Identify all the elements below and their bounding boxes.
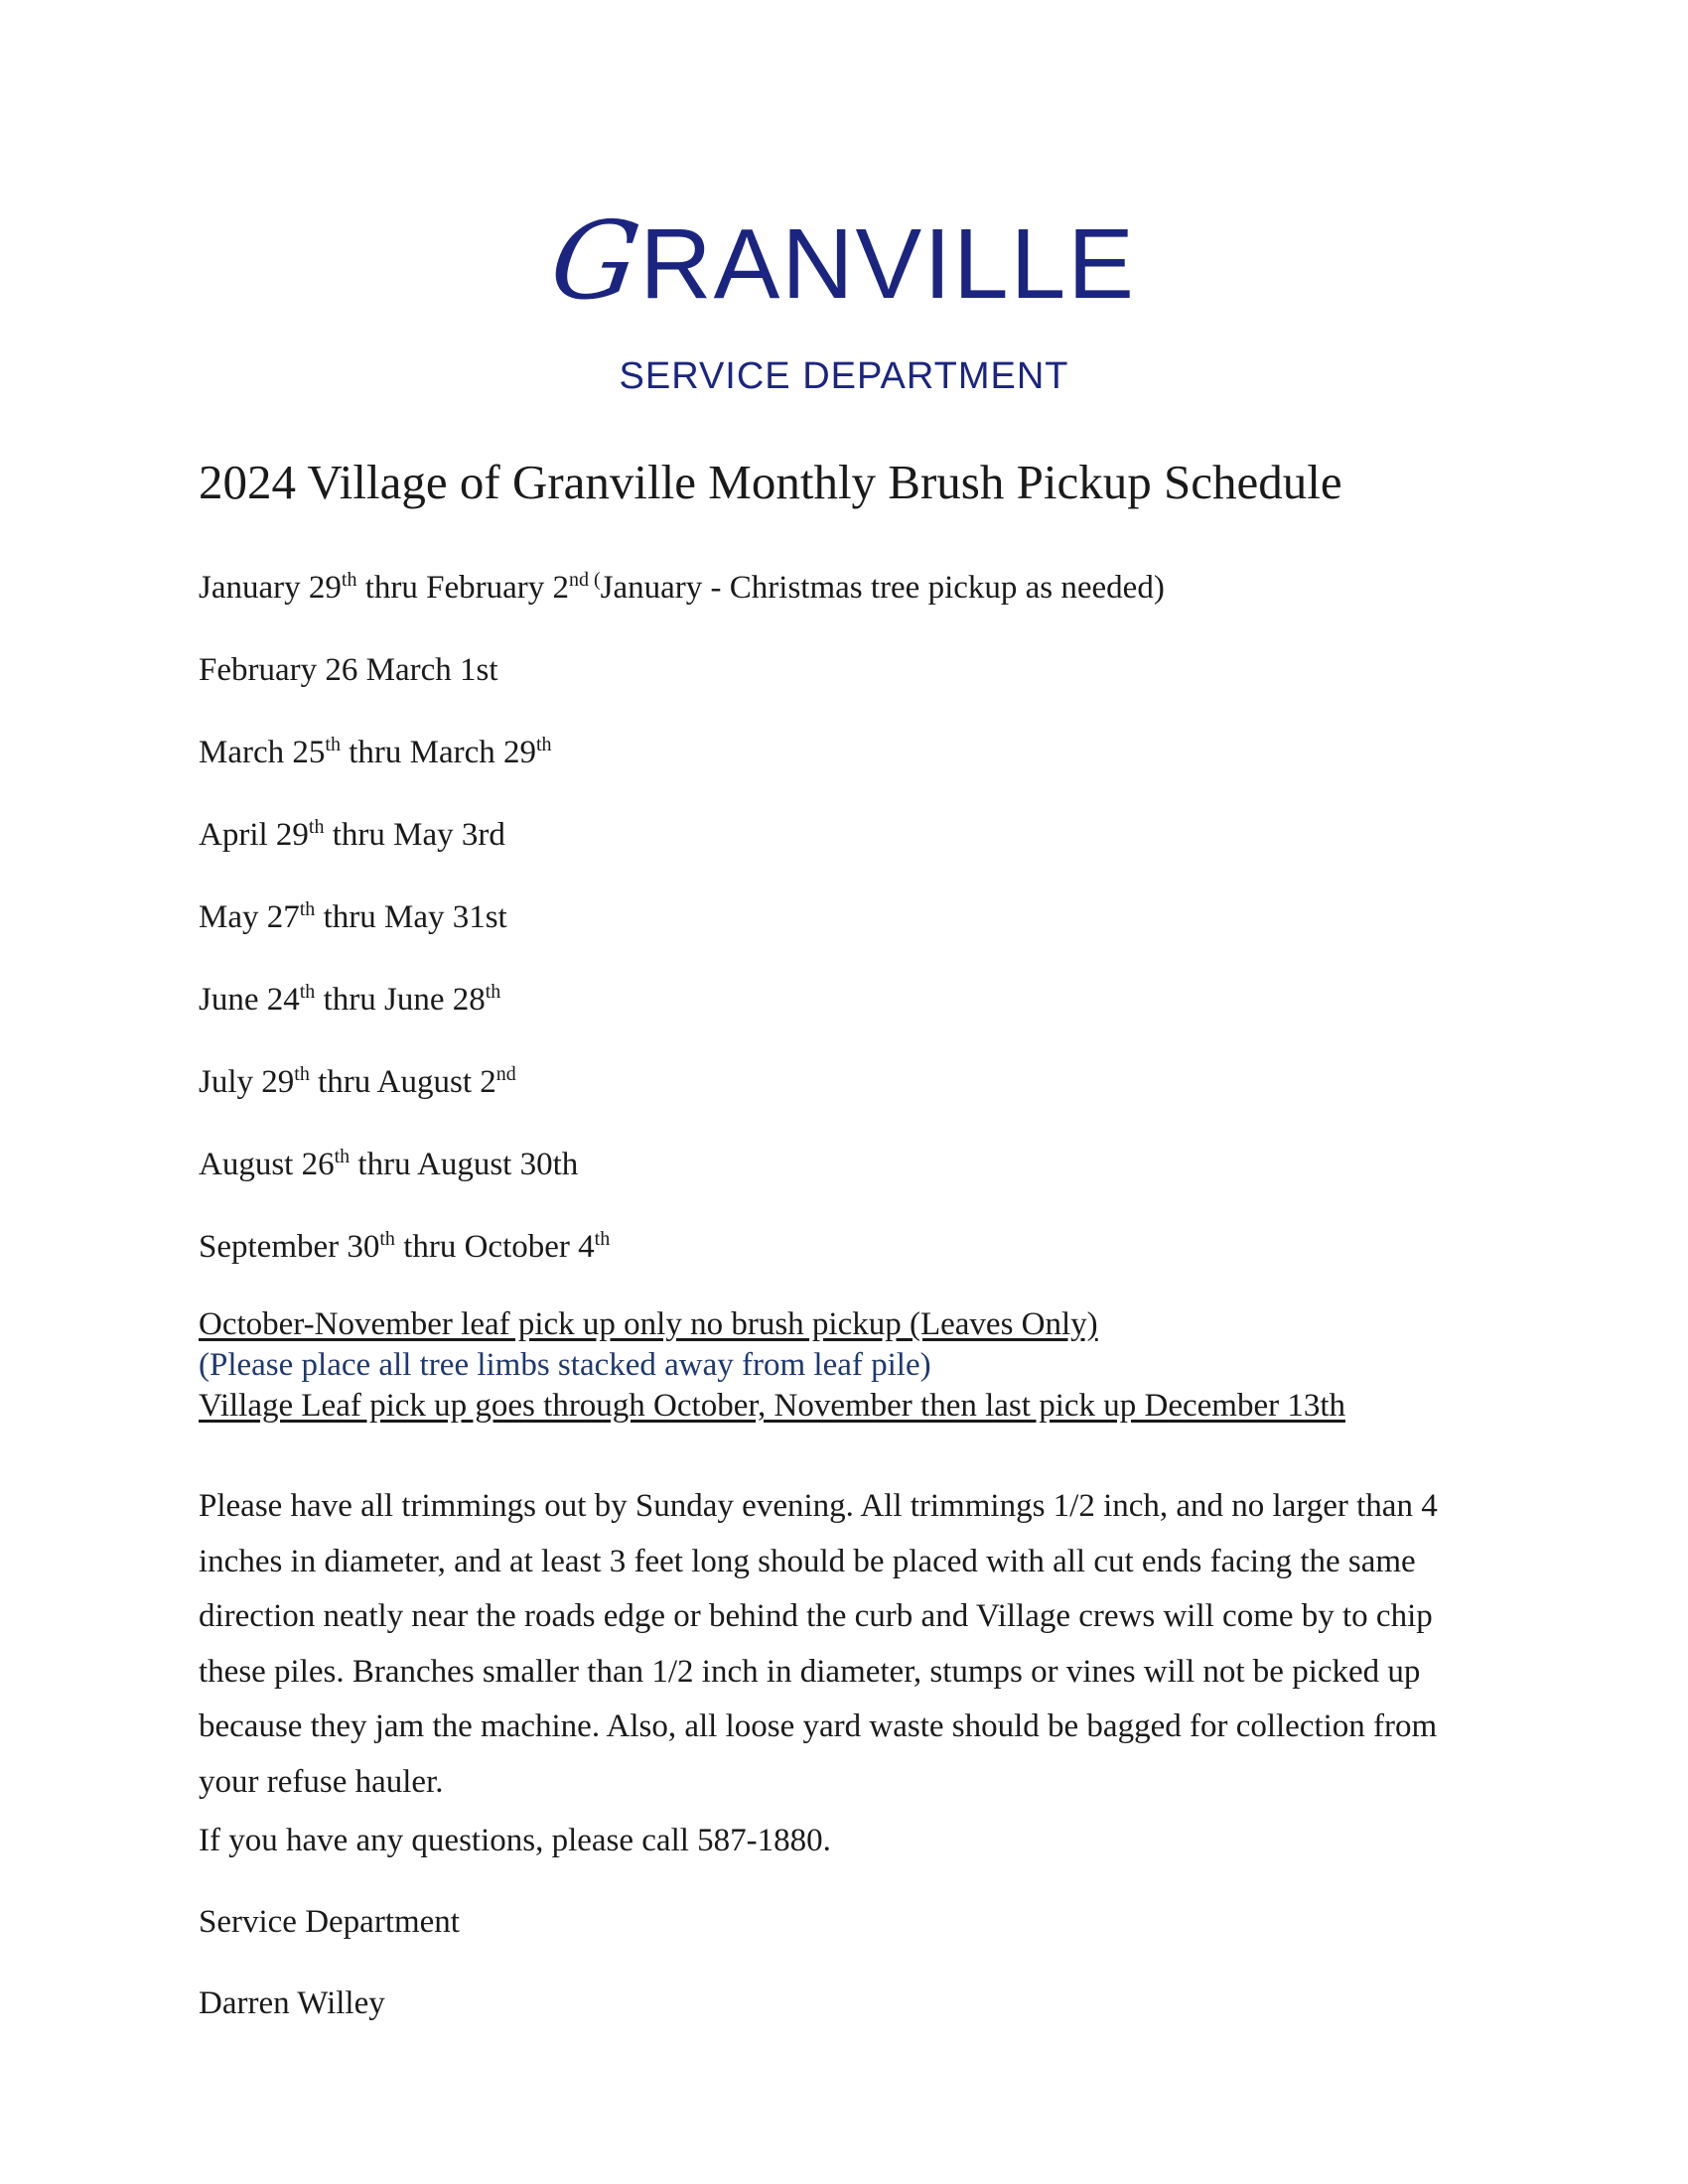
schedule-item-a-sup: th [334,1146,351,1167]
logo-first-letter: G [543,200,649,324]
schedule-item-a: March 25 [199,735,326,770]
schedule-item [199,1140,1165,1222]
schedule-item-b: thru February 2 [356,570,569,606]
logo-rest: RANVILLE [639,208,1136,320]
schedule-item [199,1057,1165,1140]
schedule-item-a-sup: th [308,816,325,838]
leaf-notice-line-1: October-November leaf pick up only no brush pickup (Leaves Only) [199,1306,1098,1342]
schedule-item-b: thru May 3rd [324,817,505,853]
schedule-item-b: thru August 2 [309,1064,496,1100]
schedule-item-a-sup: th [294,1063,310,1085]
schedule-item-a: February 26 March 1st [199,652,498,688]
department-name: SERVICE DEPARTMENT [619,355,1069,397]
schedule-item [199,728,1165,810]
schedule-item-b-sup: nd ( [569,569,601,591]
schedule-item-a-sup: th [325,734,341,755]
schedule-item-b: thru August 30th [350,1147,579,1182]
schedule-item-b: thru May 31st [315,899,507,935]
schedule-item-b: thru June 28 [315,982,486,1018]
schedule-item-b-sup: th [536,734,552,755]
schedule-item-a-sup: th [379,1228,395,1250]
schedule-item-b-sup: th [594,1228,611,1250]
schedule-item-a-sup: th [299,898,316,920]
schedule-item-a: September 30 [199,1229,380,1265]
page-title: 2024 Village of Granville Monthly Brush Pickup Schedule [199,455,1342,509]
schedule-item-a: July 29 [199,1064,295,1100]
schedule-item-a: April 29 [199,817,309,853]
schedule-item-a: January 29 [199,570,342,606]
schedule-item-a-sup: th [299,981,316,1003]
schedule-item-a: May 27 [199,899,300,935]
schedule-item [199,975,1165,1057]
schedule-item [199,810,1165,892]
schedule-item-a-sup: th [341,569,357,591]
schedule-item-a: June 24 [199,982,300,1018]
schedule-item [199,1222,1165,1304]
schedule-item [199,563,1165,645]
schedule-item [199,645,1165,728]
schedule-item-c: January - Christmas tree pickup as needed) [600,570,1165,606]
schedule-item-b: thru October 4 [394,1229,595,1265]
leaf-notice-line-3: Village Leaf pick up goes through October, November then last pick up December 13th [199,1388,1345,1424]
contact-line: If you have any questions, please call 587-1880. [199,1823,831,1858]
trimming-instructions: Please have all trimmings out by Sunday evening. All trimmings 1/2 inch, and no larger than 4 inches in diameter, and at least 3 feet long should be placed with all cut ends facing the same direction neatly near the roads edge or behind the curb and Village crews will come by to chip these piles. Branches smaller than 1/2 inch in diameter, stumps or vines will not be picked up because they jam the machine. Also, all loose yard waste should be bagged for collection from your refuse hauler. [199,1488,1438,1800]
letterhead [0,200,1688,398]
leaf-pickup-notice [199,1304,1345,1427]
schedule-item-b-sup: th [485,981,501,1003]
schedule-item-b: thru March 29 [340,735,536,770]
pickup-schedule-list [199,563,1165,1304]
signature-name: Darren Willey [199,1985,385,2021]
signature-department: Service Department [199,1904,460,1940]
schedule-item-b-sup: nd [495,1063,516,1085]
granville-logo [543,200,1136,324]
leaf-notice-line-2: (Please place all tree limbs stacked away from leaf pile) [199,1347,931,1383]
schedule-item [199,892,1165,975]
schedule-item-a: August 26 [199,1147,335,1182]
